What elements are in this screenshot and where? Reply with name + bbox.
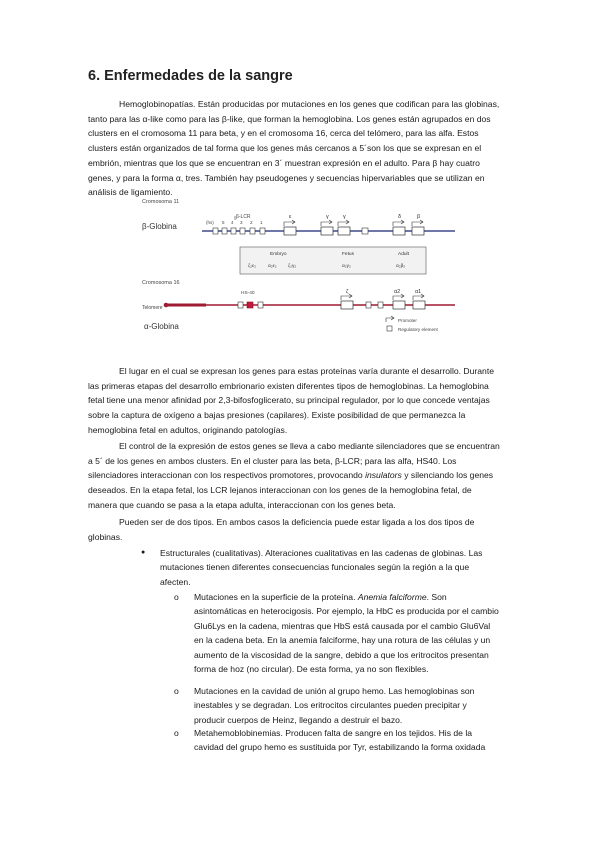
hs-box bbox=[213, 228, 218, 234]
gene-label: α1 bbox=[415, 289, 422, 295]
paragraph-control: El control de la expresión de estos genes se lleva a cabo mediante silenciadores que se encuentran a 5´ de los genes en ambos clusters. En el cluster para las beta, β-LCR; para las alfa, HS40. Los silenciadores interaccionan con los respectivos promotores, provocando insulators y silenciando los genes deseados. En la etapa fetal, los LCR lejanos interaccionan con los genes de la hemoglobina fetal, de manera que cuando se pasa a la etapa adulta, interaccionan con los genes beta. bbox=[88, 441, 500, 510]
fetus-label: Fetus bbox=[342, 252, 354, 257]
embryo-form-2: α₂ε₂ bbox=[268, 264, 277, 269]
paragraph-hemoglobinopatias: Hemoglobinopatías. Están producidas por mutaciones en los genes que codifican para las globinas, tanto para las α-like como para las β-like, que forman la hemoglobina. Los genes están agrupados en dos clusters en el cromosoma 11 para beta, y en el cromosoma 16, cerca del telómero, para las alfa. Estos clusters están organizados de tal forma que los genes más cercanos a 5´son los que se expresan en el embrión, mientras que los que se encuentran en 3´ muestran expresión en el adulto. Para β hay cuatro genes, y para la forma α, tres. También hay pseudogenes y secuencias hipervariables que se utilizan en análisis de ligamiento. bbox=[88, 99, 500, 198]
alpha-gene-alpha1 bbox=[413, 289, 425, 309]
beta-globin-label: β-Globina bbox=[142, 222, 177, 231]
hs-box bbox=[260, 228, 265, 234]
sub-bullet-metahemoglobinemias: Metahemoblobinemias. Producen falta de sangre en los tejidos. His de la cavidad del grupo hemo es sustituida por Tyr, estabilizando la forma oxidada bbox=[194, 728, 486, 753]
chr11-label: Cromosoma 11 bbox=[142, 199, 180, 205]
alpha-globin-label: α-Globina bbox=[144, 322, 179, 331]
section-title: 6. Enfermedades de la sangre bbox=[88, 68, 293, 84]
hs-label-2: 4 bbox=[231, 220, 234, 225]
gene-label: γ bbox=[326, 214, 329, 220]
beta-gene-delta bbox=[393, 214, 405, 235]
alpha-gene-zeta bbox=[341, 289, 353, 309]
hs-box bbox=[231, 228, 236, 234]
chr16-label: Cromosoma 16 bbox=[142, 280, 180, 286]
hs-label-4: 2 bbox=[250, 220, 253, 225]
beta-gene-gamma-a bbox=[338, 214, 350, 235]
hs-label-3: 3 bbox=[240, 220, 243, 225]
alpha-gene-alpha2 bbox=[393, 289, 405, 309]
gene-label: γ bbox=[343, 214, 346, 220]
gene-label: ε bbox=[289, 214, 292, 220]
beta-gene-gamma-g bbox=[321, 214, 333, 235]
telomere-label: Telomere bbox=[142, 305, 163, 311]
bullet-marker: ● bbox=[141, 549, 146, 556]
hs40-regulatory-element bbox=[247, 302, 253, 308]
globin-cluster-figure bbox=[140, 195, 470, 343]
bullet-estructurales: Estructurales (cualitativas). Alteraciones cualitativas en las cadenas de globinas. Las mutaciones tienen diferentes consecuencias funcionales según la región a la que afecten. bbox=[160, 548, 483, 587]
hs-label-1: 5 bbox=[222, 220, 225, 225]
sub-bullet-marker: o bbox=[174, 592, 179, 602]
hs-box bbox=[240, 228, 245, 234]
pseudogene-box bbox=[362, 228, 368, 234]
gene-label: α2 bbox=[394, 289, 401, 295]
promoter-legend-icon bbox=[386, 316, 394, 322]
gene-label: δ bbox=[398, 214, 402, 220]
lcr-label: β-LCR bbox=[236, 214, 251, 220]
beta-gene-epsilon bbox=[284, 214, 296, 235]
sub-bullet-marker: o bbox=[174, 686, 179, 696]
hs-box bbox=[222, 228, 227, 234]
paragraph-expresion: El lugar en el cual se expresan los genes para estas proteínas varía durante el desarrollo. Durante las primeras etapas del desarrollo embrionario existen diferentes tipos de hemoglobinas. La hemoglobina fetal tiene una menor afinidad por 2,3-bifosfoglicerato, su principal regulador, por lo que concede ventajas sobre la captura de oxígeno a bajas presiones (capilares). Existe posibilidad de que permanezca la hemoglobina fetal en adultos, originando patologías. bbox=[88, 366, 495, 435]
fetus-form: α₂γ₂ bbox=[342, 264, 351, 269]
embryo-form-1: ζ₂ε₂ bbox=[248, 264, 256, 269]
embryo-form-3: ζ₂γ₂ bbox=[288, 264, 297, 269]
adult-label: Adult bbox=[398, 252, 409, 257]
legend-promoter: Promoter bbox=[398, 318, 417, 323]
paragraph-tipos: Pueden ser de dos tipos. En ambos casos la deficiencia puede estar ligada a los dos tipos de globinas. bbox=[88, 517, 475, 542]
legend-regulatory: Regulatory element bbox=[398, 327, 438, 332]
hs40-label: HS-40 bbox=[241, 291, 255, 296]
adult-form: α₂β₂ bbox=[396, 264, 406, 269]
hs-label-5: 1 bbox=[260, 220, 263, 225]
beta-gene-beta bbox=[412, 214, 424, 235]
sub-bullet-superficie: Mutaciones en la superficie de la proteína. Anemia falciforme. Son asintomáticas en heterocigosis. Por ejemplo, la HbC es producida por el cambio Glu6Lys en la cadena, mientras que HbS está causada por el cambio Glu6Val en la cadena beta. En la anemia falciforme, hay una rotura de las células y un aumento de la viscosidad de la sangre, debido a que los eritrocitos presentan forma de hoz (no circular). De esta forma, ya no son flexibles. bbox=[194, 592, 499, 675]
gene-label: β bbox=[417, 214, 421, 220]
gene-label: ζ bbox=[346, 289, 349, 295]
embryo-label: Embryo bbox=[270, 252, 287, 257]
hs-label-0: (hs) bbox=[206, 220, 214, 225]
hs-box bbox=[250, 228, 255, 234]
sub-bullet-cavidad: Mutaciones en la cavidad de unión al grupo hemo. Las hemoglobinas son inestables y se degradan. Los eritrocitos circulantes pueden precipitar y producir cuerpos de Heinz, llegando a destruir el bazo. bbox=[194, 686, 475, 725]
sub-bullet-marker: o bbox=[174, 728, 179, 738]
regulatory-legend-icon bbox=[387, 326, 392, 331]
